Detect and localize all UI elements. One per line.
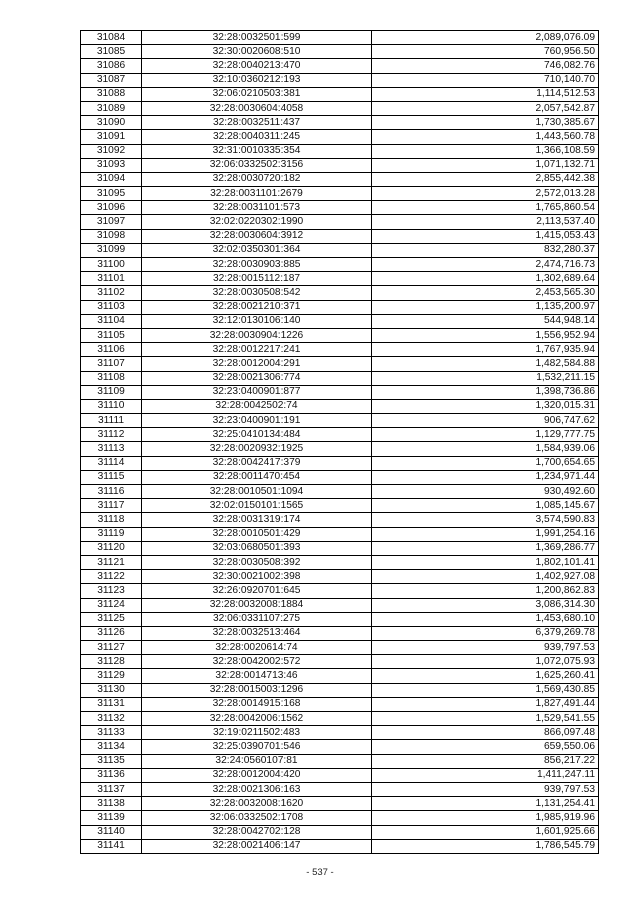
table-row: [81, 485, 599, 499]
value-cell: 1,700,654.65: [372, 456, 599, 470]
value-cell: 1,135,200.97: [372, 300, 599, 314]
row-number-cell: 31123: [81, 584, 142, 598]
row-number-cell: 31095: [81, 187, 142, 201]
table-row: [81, 300, 599, 314]
value-cell: 1,730,385.67: [372, 116, 599, 130]
table-row: [81, 655, 599, 669]
row-number-cell: 31120: [81, 541, 142, 555]
row-number-cell: 31108: [81, 371, 142, 385]
cadastral-number-cell: 32:06:0332502:1708: [142, 811, 372, 825]
value-cell: 3,574,590.83: [372, 513, 599, 527]
table-row: [81, 768, 599, 782]
value-cell: 866,097.48: [372, 726, 599, 740]
row-number-cell: 31104: [81, 314, 142, 328]
value-cell: 2,057,542.87: [372, 101, 599, 115]
cadastral-number-cell: 32:28:0032501:599: [142, 31, 372, 45]
value-cell: 1,453,680.10: [372, 612, 599, 626]
value-cell: 1,765,860.54: [372, 201, 599, 215]
value-cell: 6,379,269.78: [372, 626, 599, 640]
value-cell: 1,556,952.94: [372, 328, 599, 342]
cadastral-number-cell: 32:02:0350301:364: [142, 243, 372, 257]
cadastral-number-cell: 32:28:0030604:3912: [142, 229, 372, 243]
table-row: [81, 456, 599, 470]
row-number-cell: 31101: [81, 272, 142, 286]
cadastral-number-cell: 32:28:0030904:1226: [142, 328, 372, 342]
cadastral-number-cell: 32:28:0042502:74: [142, 399, 372, 413]
row-number-cell: 31133: [81, 726, 142, 740]
row-number-cell: 31128: [81, 655, 142, 669]
cadastral-number-cell: 32:30:0020608:510: [142, 45, 372, 59]
row-number-cell: 31110: [81, 399, 142, 413]
table-body: [81, 31, 599, 854]
value-cell: 2,855,442.38: [372, 172, 599, 186]
value-cell: 1,402,927.08: [372, 570, 599, 584]
table-row: [81, 428, 599, 442]
table-row: [81, 399, 599, 413]
row-number-cell: 31124: [81, 598, 142, 612]
value-cell: 1,601,925.66: [372, 825, 599, 839]
cadastral-number-cell: 32:28:0032511:437: [142, 116, 372, 130]
cadastral-number-cell: 32:28:0012004:291: [142, 357, 372, 371]
value-cell: 2,089,076.09: [372, 31, 599, 45]
cadastral-number-cell: 32:06:0331107:275: [142, 612, 372, 626]
table-row: [81, 328, 599, 342]
row-number-cell: 31135: [81, 754, 142, 768]
cadastral-number-cell: 32:28:0021210:371: [142, 300, 372, 314]
row-number-cell: 31099: [81, 243, 142, 257]
table-row: [81, 555, 599, 569]
table-row: [81, 385, 599, 399]
table-row: [81, 314, 599, 328]
cadastral-number-cell: 32:28:0020614:74: [142, 641, 372, 655]
cadastral-number-cell: 32:02:0150101:1565: [142, 499, 372, 513]
table-row: [81, 45, 599, 59]
value-cell: 1,985,919.96: [372, 811, 599, 825]
cadastral-number-cell: 32:06:0332502:3156: [142, 158, 372, 172]
row-number-cell: 31092: [81, 144, 142, 158]
cadastral-number-cell: 32:02:0220302:1990: [142, 215, 372, 229]
row-number-cell: 31109: [81, 385, 142, 399]
table-row: [81, 697, 599, 711]
row-number-cell: 31131: [81, 697, 142, 711]
table-row: [81, 513, 599, 527]
cadastral-number-cell: 32:10:0360212:193: [142, 73, 372, 87]
value-cell: 1,443,560.78: [372, 130, 599, 144]
value-cell: 1,482,584.88: [372, 357, 599, 371]
value-cell: 1,827,491.44: [372, 697, 599, 711]
table-row: [81, 797, 599, 811]
value-cell: 939,797.53: [372, 782, 599, 796]
value-cell: 1,129,777.75: [372, 428, 599, 442]
row-number-cell: 31138: [81, 797, 142, 811]
cadastral-number-cell: 32:28:0030508:542: [142, 286, 372, 300]
cadastral-number-cell: 32:28:0020932:1925: [142, 442, 372, 456]
cadastral-number-cell: 32:28:0040311:245: [142, 130, 372, 144]
row-number-cell: 31105: [81, 328, 142, 342]
row-number-cell: 31088: [81, 87, 142, 101]
cadastral-value-table: [80, 30, 599, 854]
cadastral-number-cell: 32:28:0042006:1562: [142, 712, 372, 726]
table-row: [81, 499, 599, 513]
table-row: [81, 371, 599, 385]
cadastral-number-cell: 32:25:0390701:546: [142, 740, 372, 754]
cadastral-number-cell: 32:28:0011470:454: [142, 470, 372, 484]
row-number-cell: 31126: [81, 626, 142, 640]
cadastral-number-cell: 32:28:0014713:46: [142, 669, 372, 683]
table-row: [81, 626, 599, 640]
cadastral-number-cell: 32:26:0920701:645: [142, 584, 372, 598]
row-number-cell: 31112: [81, 428, 142, 442]
value-cell: 1,320,015.31: [372, 399, 599, 413]
value-cell: 2,453,565.30: [372, 286, 599, 300]
value-cell: 1,398,736.86: [372, 385, 599, 399]
table-row: [81, 229, 599, 243]
value-cell: 1,114,512.53: [372, 87, 599, 101]
cadastral-number-cell: 32:28:0015003:1296: [142, 683, 372, 697]
cadastral-number-cell: 32:28:0014915:168: [142, 697, 372, 711]
cadastral-number-cell: 32:28:0015112:187: [142, 272, 372, 286]
row-number-cell: 31094: [81, 172, 142, 186]
value-cell: 930,492.60: [372, 485, 599, 499]
row-number-cell: 31141: [81, 839, 142, 853]
table-row: [81, 158, 599, 172]
value-cell: 1,234,971.44: [372, 470, 599, 484]
row-number-cell: 31118: [81, 513, 142, 527]
table-row: [81, 116, 599, 130]
value-cell: 3,086,314.30: [372, 598, 599, 612]
table-row: [81, 243, 599, 257]
table-row: [81, 172, 599, 186]
value-cell: 1,072,075.93: [372, 655, 599, 669]
row-number-cell: 31089: [81, 101, 142, 115]
table-row: [81, 414, 599, 428]
row-number-cell: 31132: [81, 712, 142, 726]
row-number-cell: 31122: [81, 570, 142, 584]
value-cell: 544,948.14: [372, 314, 599, 328]
cadastral-number-cell: 32:12:0130106:140: [142, 314, 372, 328]
value-cell: 1,302,689.64: [372, 272, 599, 286]
row-number-cell: 31106: [81, 343, 142, 357]
value-cell: 1,625,260.41: [372, 669, 599, 683]
row-number-cell: 31130: [81, 683, 142, 697]
row-number-cell: 31086: [81, 59, 142, 73]
table-row: [81, 825, 599, 839]
table-row: [81, 73, 599, 87]
row-number-cell: 31107: [81, 357, 142, 371]
row-number-cell: 31116: [81, 485, 142, 499]
row-number-cell: 31134: [81, 740, 142, 754]
table-row: [81, 641, 599, 655]
row-number-cell: 31127: [81, 641, 142, 655]
value-cell: 2,474,716.73: [372, 258, 599, 272]
cadastral-number-cell: 32:28:0010501:429: [142, 527, 372, 541]
cadastral-number-cell: 32:28:0010501:1094: [142, 485, 372, 499]
cadastral-number-cell: 32:28:0012004:420: [142, 768, 372, 782]
cadastral-number-cell: 32:28:0030604:4058: [142, 101, 372, 115]
value-cell: 1,786,545.79: [372, 839, 599, 853]
value-cell: 1,569,430.85: [372, 683, 599, 697]
row-number-cell: 31084: [81, 31, 142, 45]
value-cell: 760,956.50: [372, 45, 599, 59]
table-row: [81, 740, 599, 754]
value-cell: 939,797.53: [372, 641, 599, 655]
row-number-cell: 31091: [81, 130, 142, 144]
value-cell: 1,085,145.67: [372, 499, 599, 513]
value-cell: 1,584,939.06: [372, 442, 599, 456]
value-cell: 856,217.22: [372, 754, 599, 768]
table-row: [81, 612, 599, 626]
table-row: [81, 527, 599, 541]
table-row: [81, 201, 599, 215]
table-row: [81, 343, 599, 357]
row-number-cell: 31140: [81, 825, 142, 839]
value-cell: 1,369,286.77: [372, 541, 599, 555]
page-number: - 537 -: [306, 867, 334, 878]
row-number-cell: 31136: [81, 768, 142, 782]
row-number-cell: 31090: [81, 116, 142, 130]
cadastral-number-cell: 32:28:0030903:885: [142, 258, 372, 272]
cadastral-number-cell: 32:23:0400901:191: [142, 414, 372, 428]
table-row: [81, 726, 599, 740]
row-number-cell: 31129: [81, 669, 142, 683]
row-number-cell: 31087: [81, 73, 142, 87]
table-row: [81, 59, 599, 73]
table-row: [81, 272, 599, 286]
value-cell: 1,415,053.43: [372, 229, 599, 243]
table-row: [81, 130, 599, 144]
cadastral-number-cell: 32:28:0031319:174: [142, 513, 372, 527]
cadastral-number-cell: 32:28:0021406:147: [142, 839, 372, 853]
cadastral-number-cell: 32:28:0031101:573: [142, 201, 372, 215]
table-row: [81, 782, 599, 796]
value-cell: 1,532,211.15: [372, 371, 599, 385]
table-row: [81, 442, 599, 456]
table-row: [81, 598, 599, 612]
cadastral-number-cell: 32:28:0021306:163: [142, 782, 372, 796]
row-number-cell: 31102: [81, 286, 142, 300]
cadastral-number-cell: 32:24:0560107:81: [142, 754, 372, 768]
table-row: [81, 470, 599, 484]
value-cell: 1,802,101.41: [372, 555, 599, 569]
cadastral-number-cell: 32:25:0410134:484: [142, 428, 372, 442]
value-cell: 659,550.06: [372, 740, 599, 754]
row-number-cell: 31111: [81, 414, 142, 428]
row-number-cell: 31098: [81, 229, 142, 243]
value-cell: 710,140.70: [372, 73, 599, 87]
cadastral-number-cell: 32:28:0042417:379: [142, 456, 372, 470]
table-row: [81, 541, 599, 555]
table-row: [81, 811, 599, 825]
row-number-cell: 31125: [81, 612, 142, 626]
table-row: [81, 144, 599, 158]
row-number-cell: 31137: [81, 782, 142, 796]
value-cell: 1,200,862.83: [372, 584, 599, 598]
value-cell: 1,071,132.71: [372, 158, 599, 172]
cadastral-number-cell: 32:19:0211502:483: [142, 726, 372, 740]
value-cell: 746,082.76: [372, 59, 599, 73]
row-number-cell: 31117: [81, 499, 142, 513]
table-row: [81, 754, 599, 768]
cadastral-number-cell: 32:03:0680501:393: [142, 541, 372, 555]
table-row: [81, 584, 599, 598]
value-cell: 1,366,108.59: [372, 144, 599, 158]
table-row: [81, 258, 599, 272]
value-cell: 1,767,935.94: [372, 343, 599, 357]
row-number-cell: 31139: [81, 811, 142, 825]
row-number-cell: 31093: [81, 158, 142, 172]
table-row: [81, 839, 599, 853]
row-number-cell: 31097: [81, 215, 142, 229]
row-number-cell: 31096: [81, 201, 142, 215]
row-number-cell: 31100: [81, 258, 142, 272]
cadastral-number-cell: 32:28:0031101:2679: [142, 187, 372, 201]
table-row: [81, 570, 599, 584]
table-row: [81, 669, 599, 683]
row-number-cell: 31119: [81, 527, 142, 541]
cadastral-number-cell: 32:28:0030720:182: [142, 172, 372, 186]
table-row: [81, 357, 599, 371]
table-row: [81, 101, 599, 115]
cadastral-number-cell: 32:28:0040213:470: [142, 59, 372, 73]
cadastral-number-cell: 32:28:0012217:241: [142, 343, 372, 357]
cadastral-number-cell: 32:28:0032008:1620: [142, 797, 372, 811]
cadastral-number-cell: 32:30:0021002:398: [142, 570, 372, 584]
row-number-cell: 31115: [81, 470, 142, 484]
table-row: [81, 31, 599, 45]
table-row: [81, 215, 599, 229]
row-number-cell: 31113: [81, 442, 142, 456]
row-number-cell: 31114: [81, 456, 142, 470]
value-cell: 906,747.62: [372, 414, 599, 428]
row-number-cell: 31085: [81, 45, 142, 59]
table-row: [81, 87, 599, 101]
table-row: [81, 683, 599, 697]
cadastral-number-cell: 32:23:0400901:877: [142, 385, 372, 399]
value-cell: 1,529,541.55: [372, 712, 599, 726]
value-cell: 1,991,254.16: [372, 527, 599, 541]
value-cell: 832,280.37: [372, 243, 599, 257]
cadastral-number-cell: 32:28:0042702:128: [142, 825, 372, 839]
value-cell: 2,113,537.40: [372, 215, 599, 229]
table-row: [81, 187, 599, 201]
cadastral-number-cell: 32:28:0042002:572: [142, 655, 372, 669]
row-number-cell: 31103: [81, 300, 142, 314]
cadastral-number-cell: 32:06:0210503:381: [142, 87, 372, 101]
value-cell: 1,131,254.41: [372, 797, 599, 811]
row-number-cell: 31121: [81, 555, 142, 569]
cadastral-number-cell: 32:28:0032008:1884: [142, 598, 372, 612]
cadastral-number-cell: 32:28:0021306:774: [142, 371, 372, 385]
cadastral-number-cell: 32:28:0030508:392: [142, 555, 372, 569]
table-row: [81, 712, 599, 726]
cadastral-number-cell: 32:31:0010335:354: [142, 144, 372, 158]
value-cell: 2,572,013.28: [372, 187, 599, 201]
table-row: [81, 286, 599, 300]
value-cell: 1,411,247.11: [372, 768, 599, 782]
cadastral-number-cell: 32:28:0032513:464: [142, 626, 372, 640]
